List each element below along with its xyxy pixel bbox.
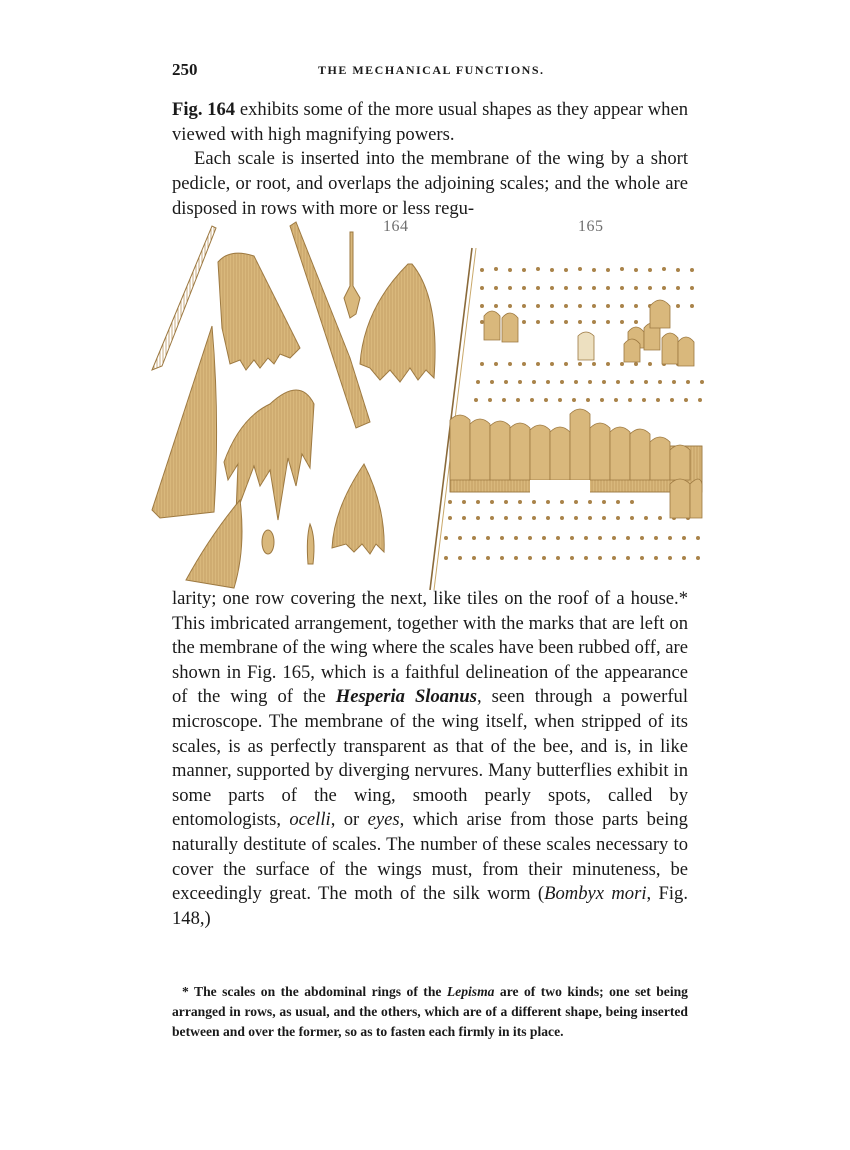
figure-label-165: 165	[578, 218, 604, 235]
text-run: , seen through a powerful microscope. The membrane of the wing itself, when stripped of its scales, is as perfectly transparent as that of the bee, and is, in like manner, supported by diverging nervures. Many butterflies exhibit in some parts of the wing, smooth pearly spots, called by entomologists,	[172, 686, 688, 831]
dot-row	[474, 398, 702, 402]
figure-illustration	[150, 218, 705, 590]
scale-drop	[307, 524, 314, 564]
page-number: 250	[172, 60, 198, 79]
dot-row	[448, 516, 690, 520]
scale-cluster-upper	[484, 300, 694, 366]
genus-lepisma: Lepisma	[446, 984, 495, 999]
figure-164-165	[150, 218, 705, 590]
dot-row	[476, 380, 704, 384]
text-run: , Fig. 148,)	[172, 883, 688, 929]
text-run: larity; one row covering the next, like tiles on the roof of a house.* This imbricated arrangement, together with the marks that are left on the membrane of the wing where the scales have been rubbed off, are shown in Fig. 165, which is a faithful delineation of the appearance of the wing of the	[172, 588, 688, 708]
paragraph-fig164	[172, 98, 688, 147]
figure-label-164: 164	[383, 218, 409, 235]
dot-row	[444, 556, 700, 560]
footnote-text	[172, 982, 688, 1042]
dot-row	[480, 286, 694, 290]
dot-row	[444, 536, 700, 540]
text-run: , or	[330, 809, 368, 831]
paragraph-text: exhibits some of the more usual shapes as they appear when viewed with high magnifying powers.	[172, 99, 688, 145]
figure-165-wing	[444, 267, 704, 560]
species-name: Hesperia Sloanus	[335, 686, 477, 708]
scale-oval	[262, 530, 274, 554]
fig-164-reference: Fig. 164	[172, 99, 236, 120]
species-bombyx: Bombyx mori	[544, 883, 647, 905]
figure-164-scales	[152, 222, 476, 590]
top-text-block	[172, 98, 688, 222]
dot-row	[480, 267, 694, 272]
paragraph-imbrication	[172, 587, 688, 931]
paragraph-scales: Each scale is inserted into the membrane of the wing by a short pedicle, or root, and overlaps the adjoining scales; and the whole are disposed in rows with more or less regu-	[172, 148, 688, 219]
term-ocelli: ocelli	[289, 809, 331, 831]
text-run: , which arise from those parts being naturally destitute of scales. The number of these scales necessary to cover the surface of the wings must, from their minuteness, be exceedingly great. The moth of the silk worm (	[172, 809, 688, 905]
footnote	[172, 982, 688, 1042]
text-run: are of two kinds; one set being arranged in rows, as usual, and the others, which are of a different shape, being inserted between and over the former, so as to fasten each firmly in its place.	[172, 984, 688, 1039]
text-run: * The scales on the abdominal rings of the	[182, 984, 447, 999]
page-header	[172, 60, 688, 84]
running-head: THE MECHANICAL FUNCTIONS.	[318, 63, 545, 77]
scale-small-stalk	[344, 232, 360, 318]
term-eyes: eyes	[367, 809, 400, 831]
dot-row	[448, 500, 634, 504]
bottom-text-block	[172, 587, 688, 931]
